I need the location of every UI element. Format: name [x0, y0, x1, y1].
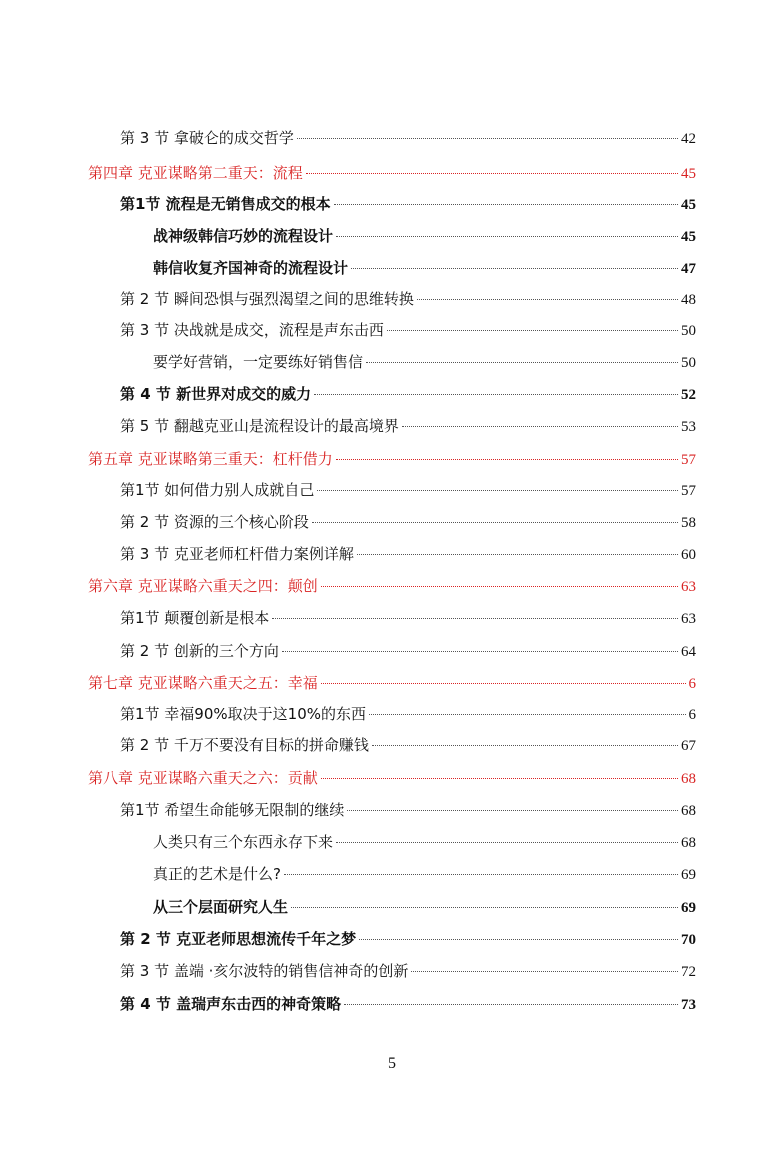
- toc-leader-dots: [321, 683, 686, 684]
- toc-entry-title: 第1节 流程是无销售成交的根本: [120, 195, 331, 213]
- toc-entry-title: 第 2 节 资源的三个核心阶段: [120, 513, 309, 531]
- toc-chapter-title: 第八章 克亚谋略六重天之六：贡献: [88, 769, 318, 787]
- toc-entry-page: 45: [681, 197, 696, 213]
- toc-subentry[interactable]: [153, 352, 696, 373]
- toc-leader-dots: [366, 362, 678, 363]
- toc-entry[interactable]: [120, 929, 696, 950]
- toc-entry-title: 第1节 颠覆创新是根本: [120, 609, 270, 627]
- toc-leader-dots: [297, 138, 678, 139]
- page-number: 5: [388, 1055, 396, 1072]
- toc-entry-page: 67: [681, 738, 696, 754]
- toc-leader-dots: [334, 204, 678, 205]
- toc-entry[interactable]: [120, 416, 696, 437]
- toc-entry[interactable]: [120, 735, 696, 756]
- toc-entry[interactable]: [120, 608, 696, 629]
- toc-entry[interactable]: [120, 384, 696, 405]
- toc-entry-title: 第1节 如何借力别人成就自己: [120, 481, 315, 499]
- toc-entry[interactable]: [120, 194, 696, 215]
- toc-entry-page: 48: [681, 292, 696, 308]
- toc-leader-dots: [291, 907, 678, 908]
- toc-subentry[interactable]: [153, 897, 696, 918]
- toc-entry[interactable]: [120, 128, 696, 149]
- toc-entry-title: 第1节 幸福90%取决于这10%的东西: [120, 705, 366, 723]
- toc-entry-title: 第 4 节 新世界对成交的威力: [120, 385, 312, 403]
- toc-entry-page: 63: [681, 611, 696, 627]
- toc-leader-dots: [369, 714, 686, 715]
- toc-entry-title: 第 2 节 克亚老师思想流传千年之梦: [120, 930, 357, 948]
- toc-subentry-title: 战神级韩信巧妙的流程设计: [153, 227, 334, 245]
- toc-leader-dots: [317, 490, 678, 491]
- toc-entry[interactable]: [120, 544, 696, 565]
- toc-subentry-title: 人类只有三个东西永存下来: [153, 833, 334, 851]
- toc-chapter-page: 63: [681, 579, 696, 595]
- toc-chapter[interactable]: [88, 163, 696, 184]
- toc-leader-dots: [372, 745, 678, 746]
- toc-chapter-page: 6: [688, 676, 696, 692]
- toc-leader-dots: [402, 426, 678, 427]
- toc-chapter-page: 68: [681, 771, 696, 787]
- toc-entry-page: 73: [681, 997, 696, 1013]
- toc-leader-dots: [417, 299, 678, 300]
- toc-entry-page: 72: [681, 964, 696, 980]
- toc-entry-title: 第 2 节 千万不要没有目标的拼命赚钱: [120, 736, 369, 754]
- toc-entry-page: 58: [681, 515, 696, 531]
- toc-chapter-page: 57: [681, 452, 696, 468]
- toc-subentry[interactable]: [153, 864, 696, 885]
- toc-entry[interactable]: [120, 320, 696, 341]
- toc-chapter-title: 第五章 克亚谋略第三重天：杠杆借力: [88, 450, 333, 468]
- toc-entry[interactable]: [120, 641, 696, 662]
- toc-subentry-title: 从三个层面研究人生: [153, 898, 289, 916]
- toc-leader-dots: [314, 394, 678, 395]
- toc-entry[interactable]: [120, 704, 696, 725]
- toc-entry-page: 50: [681, 323, 696, 339]
- toc-leader-dots: [351, 268, 678, 269]
- toc-subentry-page: 50: [681, 355, 696, 371]
- toc-entry-title: 第 3 节 克亚老师杠杆借力案例详解: [120, 545, 354, 563]
- toc-leader-dots: [344, 1004, 678, 1005]
- toc-entry-page: 60: [681, 547, 696, 563]
- toc-entry[interactable]: [120, 289, 696, 310]
- toc-entry-page: 57: [681, 483, 696, 499]
- toc-entry-title: 第 3 节 决战就是成交，流程是声东击西: [120, 321, 384, 339]
- toc-leader-dots: [336, 842, 678, 843]
- toc-entry[interactable]: [120, 961, 696, 982]
- toc-leader-dots: [284, 874, 678, 875]
- toc-entry[interactable]: [120, 480, 696, 501]
- toc-entry[interactable]: [120, 512, 696, 533]
- toc-leader-dots: [321, 586, 678, 587]
- toc-leader-dots: [312, 522, 678, 523]
- toc-subentry-page: 69: [681, 867, 696, 883]
- toc-chapter[interactable]: [88, 768, 696, 789]
- toc-leader-dots: [347, 810, 678, 811]
- toc-chapter-title: 第七章 克亚谋略六重天之五：幸福: [88, 674, 318, 692]
- toc-entry-page: 68: [681, 803, 696, 819]
- toc-entry-page: 52: [681, 387, 696, 403]
- toc-leader-dots: [336, 236, 678, 237]
- toc-subentry-title: 要学好营销，一定要练好销售信: [153, 353, 364, 371]
- toc-subentry-page: 47: [681, 261, 696, 277]
- toc-subentry-title: 韩信收复齐国神奇的流程设计: [153, 259, 349, 277]
- toc-leader-dots: [336, 459, 678, 460]
- toc-entry-title: 第 3 节 盖端 ·亥尔波特的销售信神奇的创新: [120, 962, 409, 980]
- toc-leader-dots: [321, 778, 678, 779]
- toc-leader-dots: [359, 939, 678, 940]
- toc-leader-dots: [387, 330, 678, 331]
- toc-entry-title: 第 4 节 盖瑞声东击西的神奇策略: [120, 995, 342, 1013]
- toc-entry-page: 53: [681, 419, 696, 435]
- toc-subentry-page: 69: [681, 900, 696, 916]
- toc-chapter-title: 第六章 克亚谋略六重天之四：颠创: [88, 577, 318, 595]
- toc-entry-page: 64: [681, 644, 696, 660]
- toc-entry-title: 第 3 节 拿破仑的成交哲学: [120, 129, 294, 147]
- toc-entry-title: 第 2 节 瞬间恐惧与强烈渴望之间的思维转换: [120, 290, 414, 308]
- toc-leader-dots: [411, 971, 678, 972]
- toc-entry-title: 第 5 节 翻越克亚山是流程设计的最高境界: [120, 417, 399, 435]
- toc-chapter[interactable]: [88, 449, 696, 470]
- toc-subentry[interactable]: [153, 832, 696, 853]
- toc-entry-page: 70: [681, 932, 696, 948]
- toc-chapter-page: 45: [681, 166, 696, 182]
- toc-leader-dots: [357, 554, 678, 555]
- toc-leader-dots: [306, 173, 678, 174]
- toc-entry-title: 第1节 希望生命能够无限制的继续: [120, 801, 345, 819]
- toc-entry[interactable]: [120, 800, 696, 821]
- toc-subentry-page: 68: [681, 835, 696, 851]
- toc-subentry-page: 45: [681, 229, 696, 245]
- toc-subentry[interactable]: [153, 258, 696, 279]
- toc-chapter[interactable]: [88, 673, 696, 694]
- toc-entry-page: 6: [688, 707, 696, 723]
- toc-leader-dots: [282, 651, 678, 652]
- toc-entry[interactable]: [120, 994, 696, 1015]
- toc-entry-page: 42: [681, 131, 696, 147]
- toc-subentry-title: 真正的艺术是什么?: [153, 865, 281, 883]
- toc-leader-dots: [272, 618, 678, 619]
- toc-chapter[interactable]: [88, 576, 696, 597]
- toc-subentry[interactable]: [153, 226, 696, 247]
- toc-chapter-title: 第四章 克亚谋略第二重天：流程: [88, 164, 303, 182]
- toc-entry-title: 第 2 节 创新的三个方向: [120, 642, 279, 660]
